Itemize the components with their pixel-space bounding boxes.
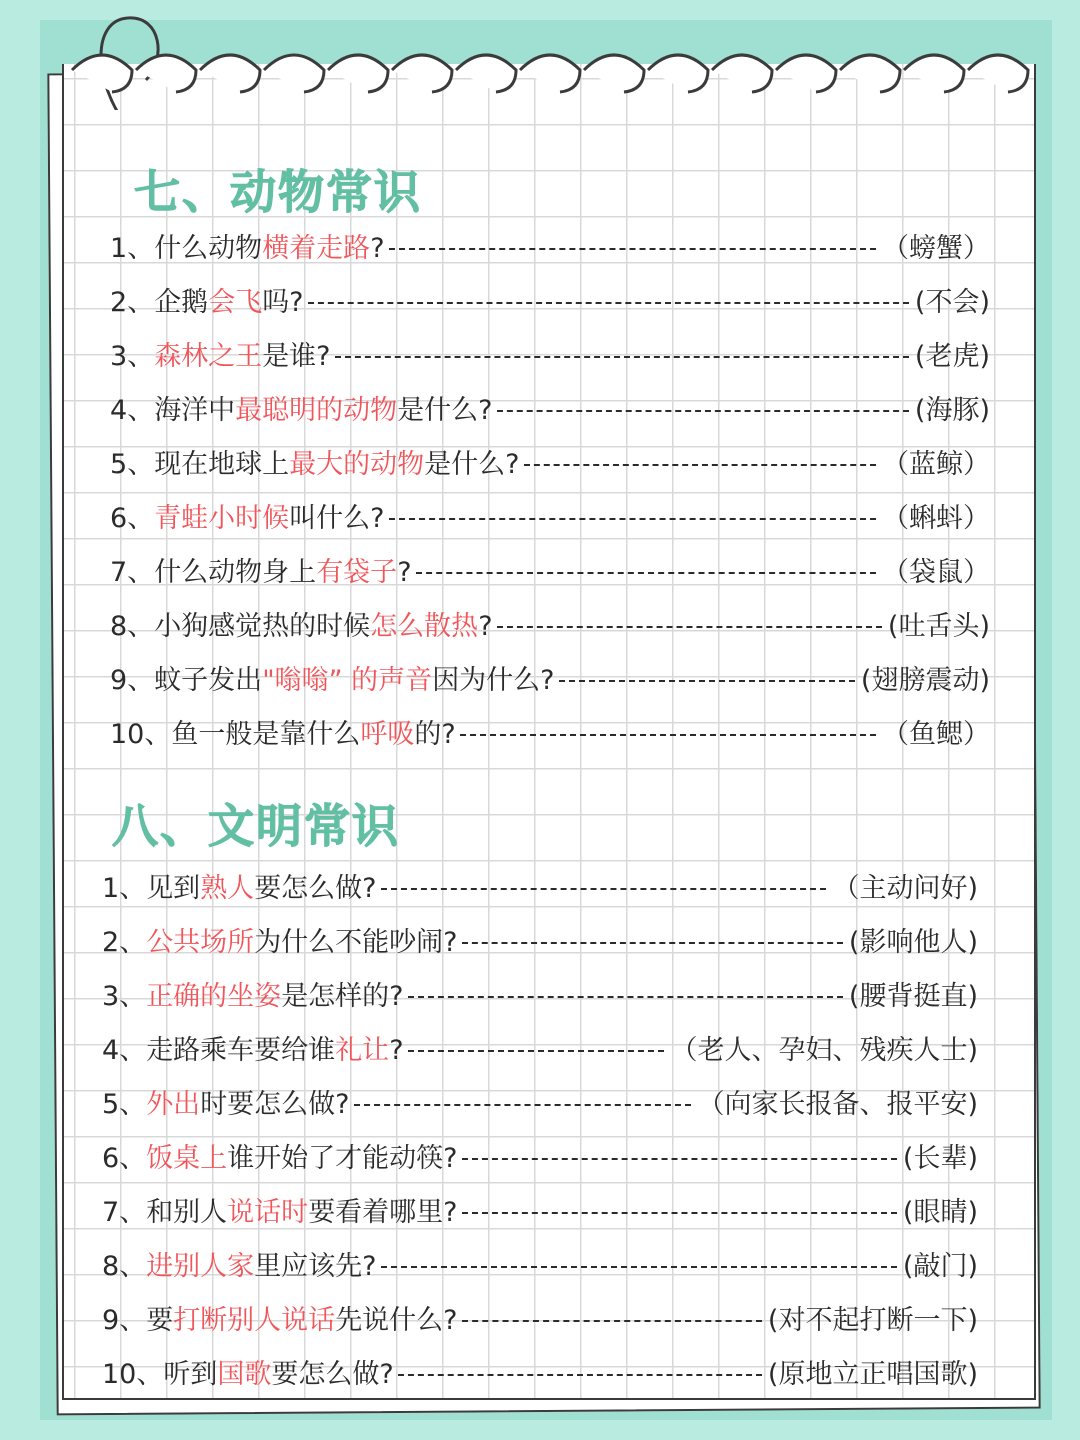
qa-item <box>110 434 990 488</box>
qa-item <box>102 858 978 912</box>
qa-item <box>110 542 990 596</box>
qa-item <box>102 1290 978 1344</box>
item-number: 7 <box>102 1196 120 1228</box>
dashed-leader <box>462 1158 897 1160</box>
item-separator: 、 <box>127 340 155 372</box>
answer: (海豚) <box>914 394 990 426</box>
question-text-end: 里应该先? <box>254 1250 377 1282</box>
item-number: 10 <box>110 718 145 750</box>
question-highlight: 公共场所 <box>146 926 255 958</box>
question-text-end: 是什么? <box>424 448 520 480</box>
qa-item <box>102 912 978 966</box>
answer: (吐舌头) <box>887 610 990 642</box>
qa-item <box>102 1074 978 1128</box>
dashed-leader <box>389 518 876 520</box>
question <box>110 658 555 697</box>
question <box>110 496 385 535</box>
qa-item <box>110 272 990 326</box>
manners-qa-list <box>102 858 978 1398</box>
item-number: 2 <box>102 926 120 958</box>
scallop <box>904 55 964 92</box>
question <box>102 1190 458 1229</box>
answer: （袋鼠） <box>882 556 990 588</box>
question-text-end: ? <box>478 610 493 642</box>
qa-item <box>110 596 990 650</box>
question-text: 现在地球上 <box>154 448 290 480</box>
question-highlight: 礼让 <box>335 1034 390 1066</box>
question-highlight: 有袋子 <box>316 556 398 588</box>
question-text-end: ? <box>389 1034 404 1066</box>
item-separator: 、 <box>119 1196 147 1228</box>
question-text: 走路乘车要给谁 <box>146 1034 336 1066</box>
item-separator: 、 <box>127 502 155 534</box>
dashed-leader <box>497 410 909 412</box>
item-number: 3 <box>110 340 128 372</box>
question <box>110 334 331 373</box>
question-text-end: 吗? <box>262 286 304 318</box>
item-separator: 、 <box>127 448 155 480</box>
question-highlight: 最聪明的动物 <box>235 394 398 426</box>
question-highlight: 最大的动物 <box>289 448 425 480</box>
dashed-leader <box>462 942 843 944</box>
scallop <box>136 55 196 92</box>
question <box>102 1352 394 1391</box>
dashed-leader <box>381 888 827 890</box>
item-number: 7 <box>110 556 128 588</box>
item-separator: 、 <box>119 1250 147 1282</box>
answer: (原地立正唱国歌) <box>767 1358 978 1390</box>
qa-item <box>102 1128 978 1182</box>
item-number: 6 <box>110 502 128 534</box>
question-text: 见到 <box>146 872 201 904</box>
question-text-end: 时要怎么做? <box>200 1088 350 1120</box>
question <box>102 1136 458 1175</box>
question-highlight: 饭桌上 <box>146 1142 228 1174</box>
question <box>102 974 404 1013</box>
qa-item <box>110 218 990 272</box>
item-number: 6 <box>102 1142 120 1174</box>
qa-item <box>102 966 978 1020</box>
question <box>110 550 412 589</box>
question-text: 鱼一般是靠什么 <box>171 718 361 750</box>
scallop <box>456 55 516 92</box>
dashed-leader <box>354 1104 692 1106</box>
notebook-top-edge <box>62 0 1037 110</box>
question <box>110 280 304 319</box>
item-separator: 、 <box>127 286 155 318</box>
answer: (不会) <box>914 286 990 318</box>
item-separator: 、 <box>127 232 155 264</box>
scallop <box>776 55 836 92</box>
item-number: 9 <box>102 1304 120 1336</box>
answer: （螃蟹） <box>882 232 990 264</box>
qa-item <box>102 1236 978 1290</box>
item-number: 1 <box>110 232 128 264</box>
question-highlight: 森林之王 <box>154 340 263 372</box>
item-number: 5 <box>102 1088 120 1120</box>
question-text-end: 要看着哪里? <box>308 1196 458 1228</box>
question-highlight: 进别人家 <box>146 1250 255 1282</box>
item-separator: 、 <box>119 1088 147 1120</box>
question-text: 什么动物身上 <box>154 556 317 588</box>
dashed-leader <box>408 1050 665 1052</box>
dashed-leader <box>524 464 876 466</box>
dashed-leader <box>462 1320 762 1322</box>
question-text-end: 叫什么? <box>289 502 385 534</box>
question-highlight: 会飞 <box>208 286 263 318</box>
question-highlight: 外出 <box>146 1088 201 1120</box>
question <box>110 442 520 481</box>
dashed-leader <box>408 996 843 998</box>
answer: (腰背挺直) <box>848 980 978 1012</box>
answer: (眼睛) <box>902 1196 978 1228</box>
item-number: 5 <box>110 448 128 480</box>
notebook-paper <box>62 64 1036 1400</box>
section-title-manners: 八、文明常识 <box>112 799 400 853</box>
answer: （老人、孕妇、残疾人士) <box>670 1034 978 1066</box>
item-number: 8 <box>102 1250 120 1282</box>
scallop <box>392 55 452 92</box>
scallop <box>712 55 772 92</box>
item-separator: 、 <box>127 556 155 588</box>
item-separator: 、 <box>136 1358 164 1390</box>
question-text: 和别人 <box>146 1196 228 1228</box>
answer: (翅膀震动) <box>860 664 990 696</box>
item-separator: 、 <box>119 1142 147 1174</box>
question-highlight: 熟人 <box>200 872 255 904</box>
question-text-end: 要怎么做? <box>254 872 377 904</box>
question-highlight: 打断别人说话 <box>173 1304 336 1336</box>
question-text: 企鹅 <box>154 286 209 318</box>
item-number: 4 <box>110 394 128 426</box>
animal-qa-list <box>110 218 990 758</box>
item-separator: 、 <box>119 1304 147 1336</box>
question-highlight: 国歌 <box>217 1358 272 1390</box>
scallop <box>264 55 324 92</box>
question-highlight: 横着走路 <box>262 232 371 264</box>
question <box>110 226 385 265</box>
answer: (敲门) <box>902 1250 978 1282</box>
question-text: 要 <box>146 1304 174 1336</box>
scallop <box>648 55 708 92</box>
qa-item <box>102 1020 978 1074</box>
scallop <box>72 55 132 92</box>
item-separator: 、 <box>127 664 155 696</box>
question <box>102 1298 458 1337</box>
question-text: 小狗感觉热的时候 <box>154 610 371 642</box>
question-text: 海洋中 <box>154 394 236 426</box>
question-text-end: 要怎么做? <box>271 1358 394 1390</box>
answer: （向家长报备、报平安) <box>697 1088 978 1120</box>
dashed-leader <box>559 680 855 682</box>
item-separator: 、 <box>119 872 147 904</box>
question-text-end: 的? <box>414 718 456 750</box>
dashed-leader <box>398 1374 762 1376</box>
dashed-leader <box>335 356 909 358</box>
item-separator: 、 <box>119 926 147 958</box>
question-text: 蚊子发出 <box>154 664 263 696</box>
question-highlight: 怎么散热 <box>370 610 479 642</box>
answer: （主动问好) <box>832 872 978 904</box>
question-highlight: 正确的坐姿 <box>146 980 282 1012</box>
answer: (对不起打断一下) <box>767 1304 978 1336</box>
question <box>102 866 377 905</box>
item-separator: 、 <box>127 394 155 426</box>
scallop <box>840 55 900 92</box>
item-number: 10 <box>102 1358 137 1390</box>
question-text-end: 是什么? <box>397 394 493 426</box>
question-highlight: 呼吸 <box>360 718 415 750</box>
dashed-leader <box>381 1266 897 1268</box>
question <box>102 1244 377 1283</box>
question-text-end: 谁开始了才能动筷? <box>227 1142 458 1174</box>
item-number: 2 <box>110 286 128 318</box>
question-text-end: ? <box>397 556 412 588</box>
question <box>110 604 493 643</box>
answer: （蝌蚪） <box>882 502 990 534</box>
question-highlight: 青蛙小时候 <box>154 502 290 534</box>
dashed-leader <box>460 734 876 736</box>
dashed-leader <box>389 248 876 250</box>
question-text-end: 是谁? <box>262 340 331 372</box>
question-text-end: 是怎样的? <box>281 980 404 1012</box>
question-text: 什么动物 <box>154 232 263 264</box>
question <box>110 712 456 751</box>
question-text-end: 先说什么? <box>335 1304 458 1336</box>
answer: （蓝鲸） <box>882 448 990 480</box>
item-number: 1 <box>102 872 120 904</box>
qa-item <box>110 704 990 758</box>
question <box>102 1028 404 1067</box>
dashed-leader <box>462 1212 897 1214</box>
qa-item <box>110 380 990 434</box>
item-separator: 、 <box>119 1034 147 1066</box>
qa-item <box>110 488 990 542</box>
question-text-end: 因为什么? <box>432 664 555 696</box>
question <box>102 920 458 959</box>
question-text-end: 为什么不能吵闹? <box>254 926 458 958</box>
item-number: 4 <box>102 1034 120 1066</box>
dashed-leader <box>308 302 909 304</box>
section-title-animals: 七、动物常识 <box>134 165 422 219</box>
answer: （鱼鳃） <box>882 718 990 750</box>
scallop <box>520 55 580 92</box>
question-highlight: "嗡嗡” 的声音 <box>262 664 433 696</box>
item-separator: 、 <box>127 610 155 642</box>
dashed-leader <box>497 626 882 628</box>
question-text: 听到 <box>163 1358 218 1390</box>
item-number: 9 <box>110 664 128 696</box>
question-text-end: ? <box>370 232 385 264</box>
qa-item <box>102 1344 978 1398</box>
dashed-leader <box>416 572 876 574</box>
qa-item <box>110 326 990 380</box>
scallop <box>328 55 388 92</box>
scallop <box>968 55 1028 92</box>
item-separator: 、 <box>144 718 172 750</box>
question <box>110 388 493 427</box>
qa-item <box>110 650 990 704</box>
question-highlight: 说话时 <box>227 1196 309 1228</box>
qa-item <box>102 1182 978 1236</box>
answer: (长辈) <box>902 1142 978 1174</box>
scallop-edge <box>72 55 1028 92</box>
item-separator: 、 <box>119 980 147 1012</box>
question <box>102 1082 350 1121</box>
scallop <box>200 55 260 92</box>
answer: (老虎) <box>914 340 990 372</box>
item-number: 8 <box>110 610 128 642</box>
answer: (影响他人) <box>848 926 978 958</box>
item-number: 3 <box>102 980 120 1012</box>
scallop <box>584 55 644 92</box>
